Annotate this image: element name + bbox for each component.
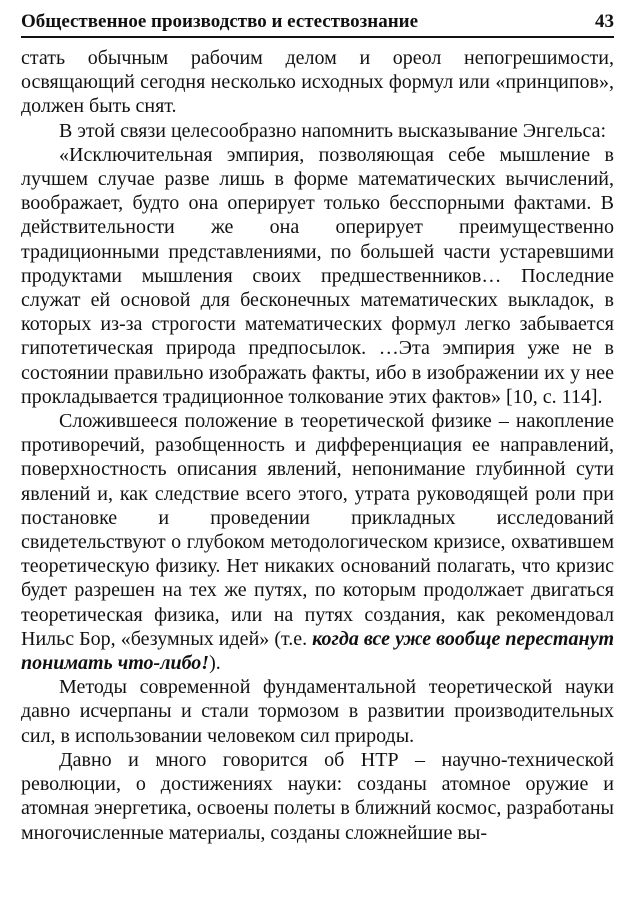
page-body <box>21 46 614 845</box>
paragraph-text-end: ). <box>209 652 221 675</box>
paragraph-text: Сложившееся положение в теоретической физике – накопление противоречий, разобщенность и дифференциация ее направлений, поверхностность описания явлений, непонимание глубинной сути явлений и, как следствие всего этого, утрата руководящей роли при постановке и проведении прикладных исследований свидетельствуют о глубоком методологическом кризисе, охватившем теоретическую физику. Нет никаких оснований полагать, что кризис будет разрешен на тех же путях, по которым продолжает двигаться теоретическая физика, или на путях создания, как рекомендовал Нильс Бор, «безумных идей» (т.е. <box>21 410 614 650</box>
running-header-title: Общественное производство и естествознание <box>21 11 419 32</box>
paragraph-methods: Методы современной фундаментальной теоретической науки давно исчерпаны и стали тормозом в развитии производительных сил, в использовании человеком сил природы. <box>21 676 614 747</box>
paragraph-continuation: стать обычным рабочим делом и ореол непогрешимости, освящающий сегодня несколько исходных формул или «принципов», должен быть снят. <box>21 47 614 118</box>
paragraph-ntr: Давно и много говорится об НТР – научно-технической революции, о достижениях науки: созданы атомное оружие и атомная энергетика, освоены полеты в ближний космос, разработаны многочисленные материалы, созданы сложнейшие вы- <box>21 748 614 844</box>
paragraph-intro-quote: В этой связи целесообразно напомнить высказывание Энгельса: <box>59 119 607 142</box>
running-header <box>21 9 614 38</box>
paragraph-physics-crisis <box>21 409 614 675</box>
emphasized-phrase: когда все уже вообще перестанут понимать что-либо! <box>21 627 615 675</box>
paragraph-engels-quote: «Исключительная эмпирия, позволяющая себе мышление в лучшем случае разве лишь в форме математических вычислений, воображает, будто она оперирует только бесспорными фактами. В действительности же она оперирует преимущественно традиционными представлениями, по большей части устаревшими продуктами мышления своих предшественников… Последние служат ей основой для бесконечных математических выкладок, в которых из-за строгости математических формул легко забывается гипотетическая природа предпосылок. …Эта эмпирия уже не в состоянии правильно изображать факты, ибо в изображении их у нее прокладывается традиционное толкование этих фактов» [10, с. 114]. <box>21 143 614 408</box>
page-number: 43 <box>595 11 614 32</box>
